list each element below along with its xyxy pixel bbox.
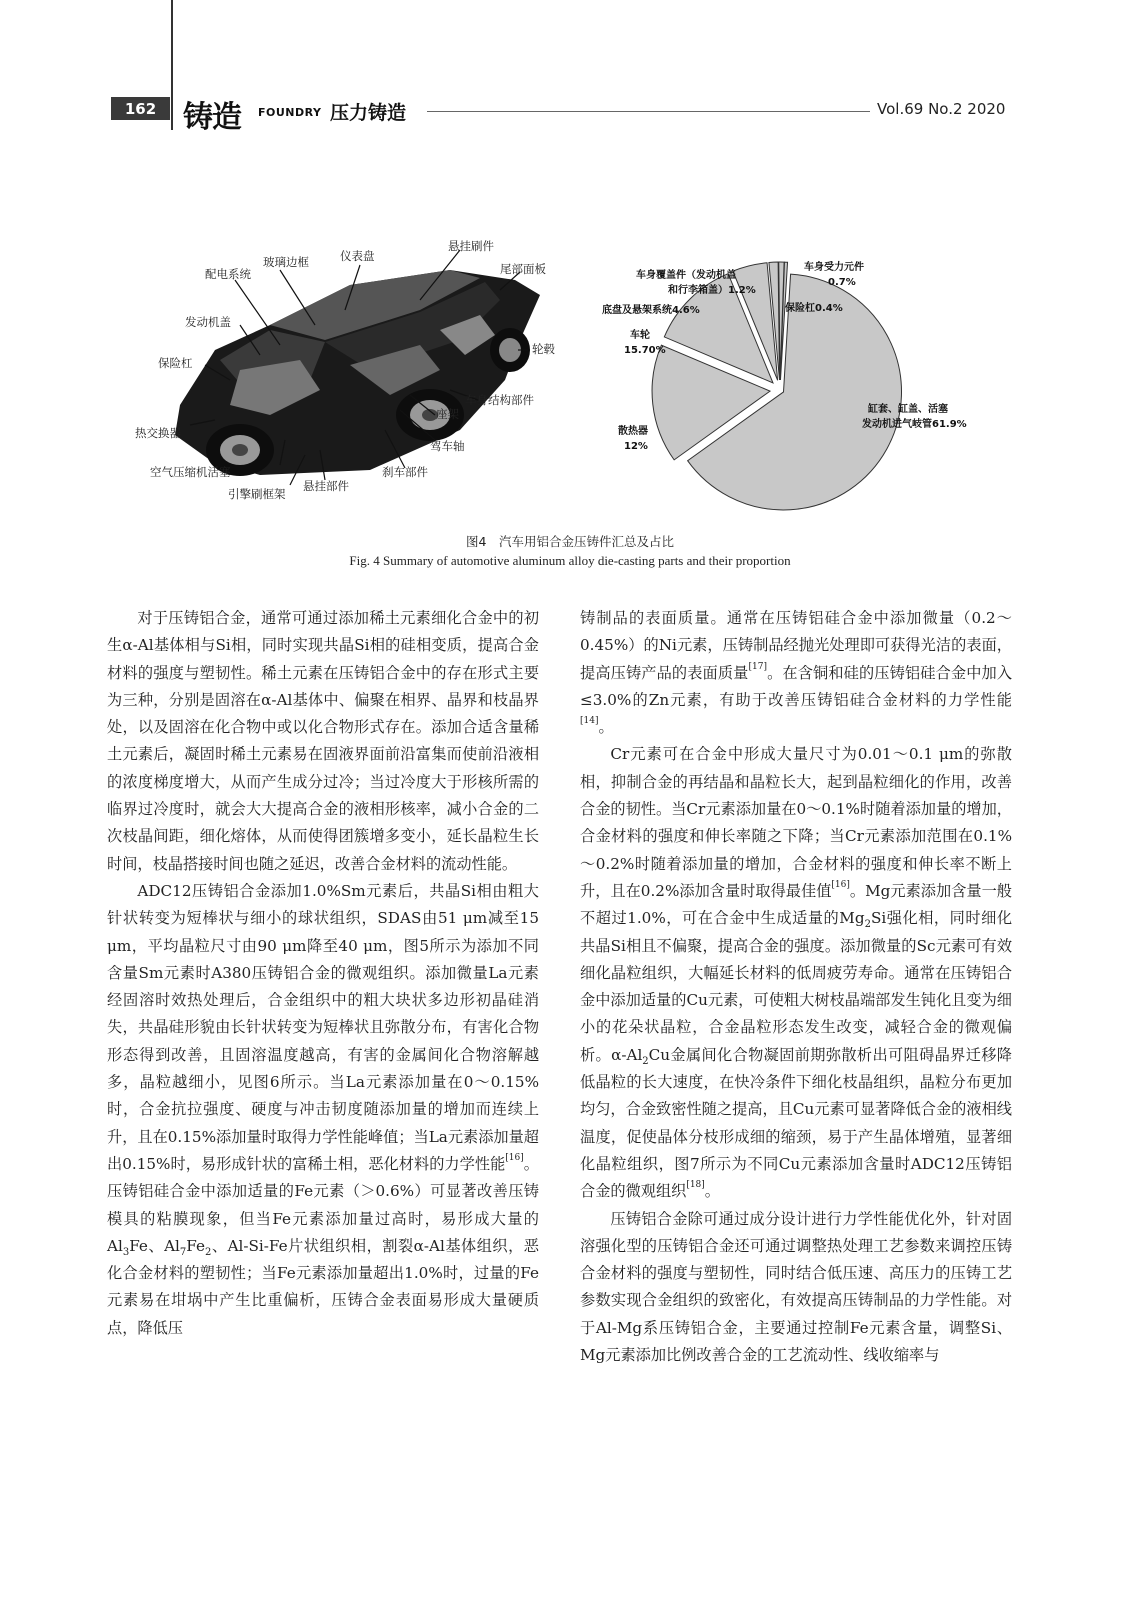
paragraph-text: 铸制品的表面质量。通常在压铸铝硅合金中添加微量（0.2～0.45%）的Ni元素，压铸制品经抛光处理即可获得光洁的表面，提高压铸产品的表面质量 bbox=[580, 609, 1012, 682]
pie-label-gangtao-2: 发动机进气岐管61.9% bbox=[862, 419, 967, 430]
citation: [14] bbox=[580, 716, 599, 727]
label-peidian: 配电系统 bbox=[205, 267, 251, 281]
paragraph bbox=[107, 878, 539, 1342]
paragraph-text: 。 bbox=[598, 718, 614, 737]
label-shache: 刹车部件 bbox=[382, 465, 428, 479]
citation: [18] bbox=[686, 1180, 705, 1191]
paragraph-text: 对于压铸铝合金，通常可通过添加稀土元素细化合金中的初生α-Al基体相与Si相，同时实现共晶Si相的硅相变质，提高合金材料的强度与塑韧性。稀土元素在压铸铝合金中的存在形式主要为三种，分别是固溶在α-Al基体中、偏聚在相界、晶界和枝晶界处，以及固溶在化合物中或以化合物形式存在。添加合适含量稀土元素后，凝固时稀土元素易在固液界面前沿富集而使前沿液相的浓度梯度增大，从而产生成分过冷；当过冷度大于形核所需的临界过冷度时，就会大大提高合金的液相形核率，减小合金的二次枝晶间距，细化熔体，从而使得团簇增多变小，延长晶粒生长时间，枝晶搭接时间也随之延迟，改善合金材料的流动性能。 bbox=[107, 609, 539, 873]
pie-label-sanre-2: 12% bbox=[624, 441, 648, 452]
paragraph-text: Si强化相，同时细化共晶Si相且不偏聚，提高合金的强度。添加微量的Sc元素可有效细化晶粒组织，大幅延长材料的低周疲劳寿命。通常在压铸铝合金中添加适量的Cu元素，可使粗大树枝晶端部发生钝化且变为细小的花朵状晶粒，合金晶粒形态发生改变，减轻合金的微观偏析。α-Al bbox=[580, 909, 1013, 1064]
page-number: 162 bbox=[111, 97, 170, 120]
pie-label-dipan: 底盘及悬架系统4.6% bbox=[602, 305, 700, 316]
label-jiache: 驾车轴 bbox=[430, 439, 465, 453]
volume-info: Vol.69 No.2 2020 bbox=[877, 100, 1006, 118]
label-xuangua-shua: 悬挂刷件 bbox=[448, 239, 494, 253]
pie-slices bbox=[652, 262, 901, 510]
paragraph bbox=[580, 1206, 1012, 1370]
pie-label-fugai-1: 车身覆盖件（发动机盖 bbox=[636, 270, 736, 281]
label-zuojia: 座架 bbox=[436, 407, 459, 421]
citation: [16] bbox=[505, 1152, 524, 1163]
pie-label-fugai-2: 和行李箱盖）1.2% bbox=[668, 285, 756, 296]
citation: [16] bbox=[831, 879, 850, 890]
label-yibiao: 仪表盘 bbox=[340, 249, 375, 263]
paragraph-text: Cr元素可在合金中形成大量尺寸为0.01～0.1 μm的弥散相，抑制合金的再结晶和晶粒长大，起到晶粒细化的作用，改善合金的韧性。当Cr元素添加量在0～0.1%时随着添加量的增加，合金材料的强度和伸长率随之下降；当Cr元素添加范围在0.1%～0.2%时随着添加量的增加，合金材料的强度和伸长率不断上升，且在0.2%添加含量时取得最佳值 bbox=[580, 745, 1012, 900]
pie-label-shouli-1: 车身受力元件 bbox=[804, 262, 864, 273]
paragraph-text: 、Al-Si-Fe片状组织相，割裂α-Al基体组织，恶化合金材料的塑韧性；当Fe元素添加量超出1.0%时，过量的Fe元素易在坩埚中产生比重偏析，压铸合金表面易形成大量硬质点，降低压 bbox=[107, 1236, 539, 1337]
header-rule bbox=[427, 111, 870, 112]
label-weibu: 尾部面板 bbox=[500, 262, 546, 276]
subscript: 3 bbox=[122, 1246, 130, 1258]
label-lungu: 轮毂 bbox=[532, 342, 555, 356]
label-rejiao: 热交换器 bbox=[135, 426, 181, 440]
label-cheshen: 车身结构部件 bbox=[465, 393, 534, 407]
label-boli: 玻璃边框 bbox=[263, 255, 309, 269]
car-icon bbox=[175, 270, 540, 476]
paragraph bbox=[580, 741, 1012, 1205]
pie-label-chelun-2: 15.70% bbox=[624, 345, 666, 356]
figure-caption-en: Fig. 4 Summary of automotive aluminum alloy die-casting parts and their proportion bbox=[349, 553, 791, 568]
car-parts-illustration bbox=[120, 230, 590, 510]
pie-label-gangtao-1: 缸套、缸盖、活塞 bbox=[868, 404, 948, 415]
pie-label-baoxiangang: 保险杠0.4% bbox=[785, 303, 843, 314]
label-xuangua: 悬挂部件 bbox=[303, 479, 349, 493]
label-kongqi: 空气压缩机活塞 bbox=[150, 465, 231, 479]
subscript: 2 bbox=[864, 919, 871, 931]
paragraph bbox=[107, 605, 539, 878]
paragraph-text: Cu金属间化合物凝固前期弥散析出可阻碍晶界迁移降低晶粒的长大速度，在快冷条件下细化枝晶组织，晶粒分布更加均匀，合金致密性随之提高，且Cu元素可显著降低合金的液相线温度，促使晶体分枝形成细的缩颈，易于产生晶体增殖，显著细化晶粒组织，图7所示为不同Cu元素添加含量时ADC12压铸铝合金的微观组织 bbox=[580, 1045, 1012, 1201]
paragraph-text: Fe bbox=[186, 1236, 205, 1255]
subscript: 2 bbox=[205, 1246, 212, 1258]
journal-logo: 铸造 bbox=[183, 100, 241, 135]
paragraph-text: ADC12压铸铝合金添加1.0%Sm元素后，共晶Si相由粗大针状转变为短棒状与细小的球状组织，SDAS由51 μm减至15 μm，平均晶粒尺寸由90 μm降至40 μm，图5所示为添加不同含量Sm元素时A380压铸铝合金的微观组织。添加微量La元素经固溶时效热处理后，合金组织中的粗大块状多边形初晶硅消失，共晶硅形貌由长针状转变为短棒状且弥散分布，有害化合物形态得到改善，且固溶温度越高，有害的金属间化合物溶解越多，晶粒越细小，见图6所示。当La元素添加量在0～0.15%时，合金抗拉强度、硬度与冲击韧度随添加量的增加而连续上升，且在0.15%添加量时取得力学性能峰值；当La元素添加量超出0.15%时，易形成针状的富稀土相，恶化材料的力学性能 bbox=[107, 881, 539, 1173]
label-fadongji: 发动机盖 bbox=[185, 315, 231, 329]
paragraph-text: 。 bbox=[704, 1182, 720, 1201]
header-vertical-rule bbox=[171, 0, 173, 130]
paragraph-text: 压铸铝合金除可通过成分设计进行力学性能优化外，针对固溶强化型的压铸铝合金还可通过调整热处理工艺参数来调控压铸合金材料的强度与塑韧性，同时结合低压速、高压力的压铸工艺参数实现合金组织的致密化，有效提高压铸制品的力学性能。对于Al-Mg系压铸铝合金，主要通过控制Fe元素含量，调整Si、Mg元素添加比例改善合金的工艺流动性、线收缩率与 bbox=[580, 1209, 1012, 1365]
left-column bbox=[107, 605, 539, 1342]
label-yinqing: 引擎刷框架 bbox=[228, 487, 286, 501]
pie-chart bbox=[590, 240, 1030, 530]
pie-label-sanre-1: 散热器 bbox=[618, 426, 648, 437]
paragraph-text: Fe、Al bbox=[129, 1236, 180, 1255]
figure-caption-cn: 图4 汽车用铝合金压铸件汇总及占比 bbox=[466, 534, 674, 549]
subscript: 2 bbox=[642, 1055, 649, 1067]
label-baoxian: 保险杠 bbox=[158, 356, 193, 370]
subscript: 7 bbox=[179, 1246, 187, 1258]
right-column bbox=[580, 605, 1012, 1369]
paragraph bbox=[580, 605, 1012, 741]
journal-logo-en: FOUNDRY bbox=[258, 106, 322, 119]
citation: [17] bbox=[748, 661, 767, 672]
section-title: 压力铸造 bbox=[330, 102, 407, 124]
pie-label-shouli-2: 0.7% bbox=[828, 277, 856, 288]
paragraph-text: 。在含铜和硅的压铸铝硅合金中加入≤3.0%的Zn元素，有助于改善压铸铝硅合金材料的力学性能 bbox=[580, 663, 1013, 709]
paragraph-text: 。压铸铝硅合金中添加适量的Fe元素（＞0.6%）可显著改善压铸模具的粘膜现象，但当Fe元素添加量过高时，易形成大量的Al bbox=[107, 1154, 539, 1255]
pie-label-chelun-1: 车轮 bbox=[630, 330, 650, 341]
paragraph-text: 。Mg元素添加含量一般不超过1.0%，可在合金中生成适量的Mg bbox=[580, 881, 1012, 928]
